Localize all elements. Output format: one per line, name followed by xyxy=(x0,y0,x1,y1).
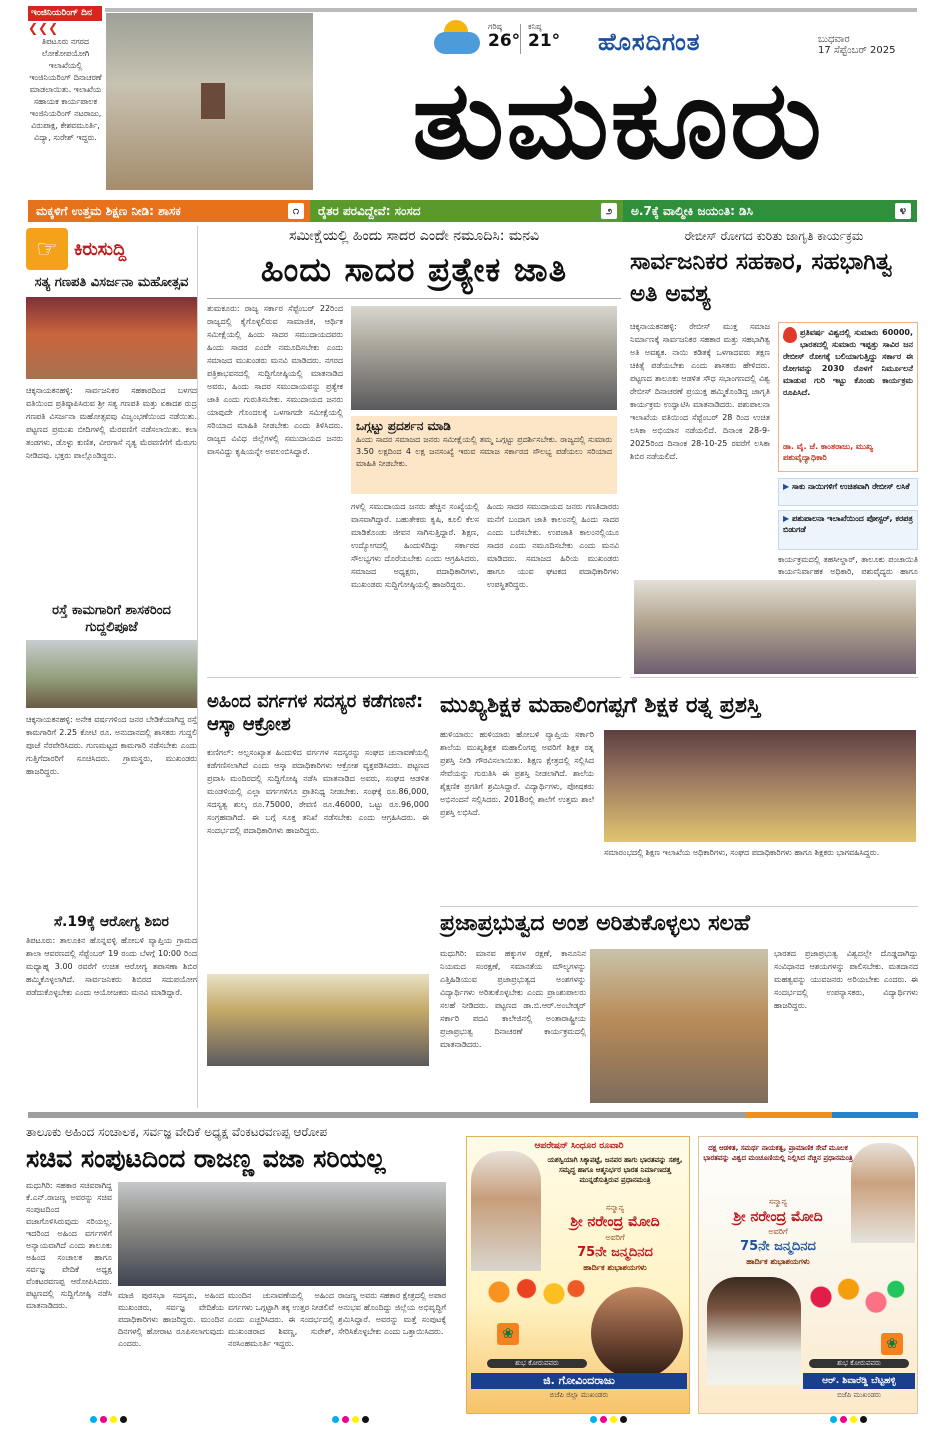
bottom-story xyxy=(26,1122,451,1412)
kirusuddi-header xyxy=(26,226,197,272)
rabies-body-2: ಕಾರ್ಯಕ್ರಮದಲ್ಲಿ ತಹಸೀಲ್ದಾರ್, ತಾಲೂಕು ಪಂಚಾಯಿತಿ ಕಾರ್ಯನಿರ್ವಾಹಕ ಅಧಿಕಾರಿ, ಪಶುವೈದ್ಯರು ಹಾಗೂ xyxy=(778,555,918,576)
rabies-note-1 xyxy=(778,478,918,506)
road-work-photo xyxy=(26,640,197,708)
main-story xyxy=(207,226,621,678)
unity-box xyxy=(351,416,617,494)
note-bullet-icon: ▶ xyxy=(783,482,792,491)
kirusuddi-body-2: ಚಿಕ್ಕನಾಯಕನಹಳ್ಳಿ: ಅನೇಕ ವರ್ಷಗಳಿಂದ ಜನರ ಬೇಡಿಕೆಯಾಗಿದ್ದ ರಸ್ತೆ ಕಾಮಗಾರಿಗೆ 2.25 ಕೋಟಿ ರೂ. ಅನುದಾನದಲ್ಲಿ ಶಾಸಕರು ಗುದ್ದಲಿ ಪೂಜೆ ನೆರವೇರಿಸಿದರು. ಗುಣಮಟ್ಟದ ಕಾಮಗಾರಿ ನಡೆಸಬೇಕು ಎಂದು ಗುತ್ತಿಗೆದಾರರಿಗೆ ಸೂಚಿಸಿದರು. ಗ್ರಾಮಸ್ಥರು, ಮುಖಂಡರು ಹಾಜರಿದ್ದರು. xyxy=(26,715,197,776)
ad2-pre: ಸನ್ಮಾನ್ಯ xyxy=(768,1197,788,1206)
bottom-body: ಮಧುಗಿರಿ: ಸಹಕಾರ ಸಚಿವರಾಗಿದ್ದ ಕೆ.ಎನ್.ರಾಜಣ್ಣ ಅವರನ್ನು ಸಚಿವ ಸಂಪುಟದಿಂದ ವಜಾಗೊಳಿಸಿರುವುದು ಸರಿಯಲ್ಲ. ಇದರಿಂದ ಅಹಿಂದ ವರ್ಗಗಳಿಗೆ ಅನ್ಯಾಯವಾಗಿದೆ ಎಂದು ತಾಲೂಕು ಅಹಿಂದ ಸಂಚಾಲಕ ಹಾಗೂ ಸರ್ವಜ್ಞ ವೇದಿಕೆ ಅಧ್ಯಕ್ಷ ವೆಂಕಟರವಣಪ್ಪ ಆರೋಪಿಸಿದರು. ಪಟ್ಟಣದಲ್ಲಿ ಸುದ್ದಿಗೋಷ್ಠಿ ನಡೆಸಿ ಮಾತನಾಡಿದರು. xyxy=(26,1181,112,1310)
kirusuddi-headline-2: ರಸ್ತೆ ಕಾಮಗಾರಿಗೆ ಶಾಸಕರಿಂದ ಗುದ್ದಲಿಪೂಜೆ xyxy=(52,603,171,635)
bottom-body-3: ಮಾಜಿ ಪುರಸಭಾ ಸದಸ್ಯರು, ಅಹಿಂದ ಮುಖಂಡರು, ಸರ್ವಜ್ಞ ವೇದಿಕೆಯ ಪದಾಧಿಕಾರಿಗಳು ಹಾಜರಿದ್ದರು. ಮುಂದಿನ ದಿನಗಳಲ್ಲಿ ಹೋರಾಟ ರೂಪಿಸಲಾಗುವುದು ಎಂದರು. xyxy=(118,1291,224,1348)
bottom-kicker: ತಾಲೂಕು ಅಹಿಂದ ಸಂಚಾಲಕ, ಸರ್ವಜ್ಞ ವೇದಿಕೆ ಅಧ್ಯಕ್ಷ ವೆಂಕಟರವಣಪ್ಪ ಆರೋಪ xyxy=(26,1125,328,1139)
chevrons-icon: ❮❮❮ xyxy=(28,21,59,35)
bottom-body-4: ಮುಂದಿನ ಚುನಾವಣೆಯಲ್ಲಿ ಅಹಿಂದ ವರ್ಗಗಳು ಒಗ್ಗಟ್ಟಾಗಿ ತಕ್ಕ ಉತ್ತರ ನೀಡಲಿವೆ ಎಂದು ಎಚ್ಚರಿಸಿದರು. ಈ ಸಂದರ್ಭದಲ್ಲಿ ಮುಖಂಡರಾದ ಶಿವಣ್ಣ, ಸುರೇಶ್, ನರಸಿಂಹಮೂರ್ತಿ ಇದ್ದರು. xyxy=(228,1291,334,1348)
strip-item-1-label: ಮಕ್ಕಳಿಗೆ ಉತ್ತಮ ಶಿಕ್ಷಣ ನೀಡಿ: ಶಾಸಕ xyxy=(36,203,181,218)
kirusuddi-body-1: ಚಿಕ್ಕನಾಯಕನಹಳ್ಳಿ: ಸಾರ್ವಜನಿಕರ ಸಹಕಾರದಿಂದ ಬಳಗದ ವತಿಯಿಂದ ಪ್ರತಿಷ್ಠಾಪಿಸಿರುವ ಶ್ರೀ ಸತ್ಯ ಗಣಪತಿ ಮತ್ತು ಏಕಾದಶ ರುದ್ರ ಗಣಪತಿ ವಿಸರ್ಜನಾ ಮಹೋತ್ಸವವು ವಿಜೃಂಭಣೆಯಿಂದ ನಡೆಯಿತು. ಪಟ್ಟಣದ ಪ್ರಮುಖ ಬೀದಿಗಳಲ್ಲಿ ಮೆರವಣಿಗೆ ನಡೆಸಲಾಯಿತು. ಕಲಾ ತಂಡಗಳು, ಡೊಳ್ಳು ಕುಣಿತ, ವೀರಗಾಸೆ ನೃತ್ಯ ಮೆರವಣಿಗೆಗೆ ಮೆರುಗು ನೀಡಿದವು. ಭಕ್ತರು ಪಾಲ್ಗೊಂಡಿದ್ದರು. xyxy=(26,386,197,460)
ad2-bday: 75ನೇ ಜನ್ಮದಿನದ xyxy=(740,1239,816,1254)
strip-item-1-page: ೧ xyxy=(288,203,304,219)
engineering-day-caption: ತಿಪಟೂರು ನಗರದ ಲೋಕೋಪಯೋಗಿ ಇಲಾಖೆಯಲ್ಲಿ ಇಂಜಿನಿಯರಿಂಗ್ ದಿನಾಚರಣೆ ಮಾಡಲಾಯಿತು. ಇಲಾಖೆಯ ಸಹಾಯಕ ಕಾರ್ಯಪಾಲಕ ಇಂಜಿನಿಯರಿಂಗ್ ನಟರಾಜು, ವಿರುಪಾಕ್ಷ, ಕೇಶವಮೂರ್ತಿ, ವಿದ್ಯಾ, ಸುರೇಶ್ ಇದ್ದರು. xyxy=(29,37,102,142)
rabies-note-2 xyxy=(778,510,918,550)
temp-max: 26° xyxy=(488,31,521,51)
main-rule xyxy=(207,298,621,299)
unity-box-text: ಹಿಂದು ಸಾದರ ಸಮಾಜದ ಜನರು ಸಮೀಕ್ಷೆಯಲ್ಲಿ ತಮ್ಮ ಒಗ್ಗಟ್ಟು ಪ್ರದರ್ಶಿಸಬೇಕು. ರಾಜ್ಯದಲ್ಲಿ ಸುಮಾರು 3.50 ಲಕ್ಷದಿಂದ 4 ಲಕ್ಷ ಜನಸಂಖ್ಯೆ ಇರುವ ಸಮಾಜ ಸರ್ಕಾರದ ಸೌಲಭ್ಯ ಪಡೆಯಲು ಸರಿಯಾದ ಮಾಹಿತಿ ನೀಡಬೇಕು. xyxy=(356,435,612,468)
teacher-body-2: ಸಮಾರಂಭದಲ್ಲಿ ಶಿಕ್ಷಣ ಇಲಾಖೆಯ ಅಧಿಕಾರಿಗಳು, ಸಂಘದ ಪದಾಧಿಕಾರಿಗಳು ಹಾಗೂ ಶಿಕ್ಷಕರು ಭಾಗವಹಿಸಿದ್ದರು. xyxy=(604,848,880,857)
bjp-lotus-icon: ❀ xyxy=(497,1323,519,1345)
brand-name: ಹೊಸದಿಗಂತ xyxy=(598,28,701,56)
issue-date xyxy=(818,34,928,56)
bottom-headline: ಸಚಿವ ಸಂಪುಟದಿಂದ ರಾಜಣ್ಣ ವಜಾ ಸರಿಯಲ್ಲ xyxy=(26,1144,386,1173)
ad1-pre: ಸನ್ಮಾನ್ಯ xyxy=(605,1203,625,1212)
ad1-bday: 75ನೇ ಜನ್ಮದಿನದ xyxy=(577,1245,653,1260)
main-col-2: ಗಳಲ್ಲಿ ಸಮುದಾಯದ ಜನರು ಹೆಚ್ಚಿನ ಸಂಖ್ಯೆಯಲ್ಲಿ ವಾಸವಾಗಿದ್ದಾರೆ. ಬಹುತೇಕರು ಕೃಷಿ, ಕೂಲಿ ಕೆಲಸ ಮಾಡಿಕೊಂಡು ಜೀವನ ಸಾಗಿಸುತ್ತಿದ್ದಾರೆ. ಶಿಕ್ಷಣ, ಉದ್ಯೋಗದಲ್ಲಿ ಹಿಂದುಳಿದಿದ್ದು ಸರ್ಕಾರದ ಸೌಲಭ್ಯಗಳು ದೊರೆಯಬೇಕು ಎಂದು ಆಗ್ರಹಿಸಿದರು. ಸಮಾಜದ ಅಧ್ಯಕ್ಷರು, ಪದಾಧಿಕಾರಿಗಳು, ಮುಖಂಡರು ಸುದ್ದಿಗೋಷ್ಠಿಯಲ್ಲಿ ಹಾಜರಿದ್ದರು. xyxy=(351,502,479,589)
registration-dots-4 xyxy=(830,1416,867,1423)
ad1-by: ಜಿ. ಗೋವಿಂದರಾಜು xyxy=(471,1373,687,1389)
masthead-title: ತುಮಕೂರು xyxy=(412,58,824,183)
registration-dots-2 xyxy=(332,1416,369,1423)
ad2-modi-portrait xyxy=(851,1143,915,1243)
ad2-by-label: ಶುಭ ಕೋರುವವರು xyxy=(809,1359,909,1368)
main-col-3: ಹಿಂದು ಸಾದರ ಸಮುದಾಯದ ಜನರು ಗಣತಿದಾರರು ಮನೆಗೆ ಬಂದಾಗ ಜಾತಿ ಕಾಲಂನಲ್ಲಿ ಹಿಂದು ಸಾದರ ಎಂದು ಬರೆಸಬೇಕು. ಉಪಜಾತಿ ಕಾಲಂನಲ್ಲಿಯೂ ಸಾದರ ಎಂದು ನಮೂದಿಸಬೇಕು ಎಂದು ಮನವಿ ಮಾಡಿದರು. ಸಮಾಜದ ಹಿರಿಯ ಮುಖಂಡರು ಹಾಗೂ ಯುವ ಘಟಕದ ಪದಾಧಿಕಾರಿಗಳು ಉಪಸ್ಥಿತರಿದ್ದರು. xyxy=(487,502,619,589)
ad2-by-sub: ಬಿಜೆಪಿ ಮುಖಂಡರು xyxy=(837,1391,881,1399)
ahinda-body: ಕುಣಿಗಲ್: ಅಲ್ಪಸಂಖ್ಯಾತ ಹಿಂದುಳಿದ ವರ್ಗಗಳ ಸದಸ್ಯರನ್ನು ಸಂಘದ ಚುನಾವಣೆಯಲ್ಲಿ ಕಡೆಗಣಿಸಲಾಗಿದೆ ಎಂದು ಆಸ್ಕಾ ಪದಾಧಿಕಾರಿಗಳು ಆಕ್ರೋಶ ವ್ಯಕ್ತಪಡಿಸಿದರು. ಪಟ್ಟಣದ ಪ್ರವಾಸಿ ಮಂದಿರದಲ್ಲಿ ಸುದ್ದಿಗೋಷ್ಠಿ ನಡೆಸಿ ಮಾತನಾಡಿದ ಅವರು, ಸಂಘದ ಆಡಳಿತ ಮಂಡಳಿಯಲ್ಲಿ ಎಲ್ಲಾ ವರ್ಗಗಳಿಗೂ ಪ್ರಾತಿನಿಧ್ಯ ನೀಡಬೇಕು. ಸಂಘಕ್ಕೆ ರೂ.86,000, ಸದಸ್ಯತ್ವ ಶುಲ್ಕ ರೂ.75000, ಠೇವಣಿ ರೂ.46000, ಒಟ್ಟು ರೂ.96,000 ಸಂಗ್ರಹವಾಗಿದೆ. ಈ ಬಗ್ಗೆ ಸೂಕ್ತ ತನಿಖೆ ನಡೆಸಬೇಕು ಎಂದು ಆಗ್ರಹಿಸಿದರು. ಈ ಸಂದರ್ಭದಲ್ಲಿ ಪದಾಧಿಕಾರಿಗಳು ಹಾಜರಿದ್ದರು. xyxy=(207,748,429,835)
kirusuddi-body-3: ತಿಪಟೂರು: ತಾಲೂಕಿನ ಹೊನ್ನವಳ್ಳಿ ಹೋಬಳಿ ವ್ಯಾಪ್ತಿಯ ಗ್ರಾಮದ ಶಾಲಾ ಆವರಣದಲ್ಲಿ ಸೆಪ್ಟೆಂಬರ್ 19 ರಂದು ಬೆಳಗ್ಗೆ 10:00 ರಿಂದ ಮಧ್ಯಾಹ್ನ 3.00 ರವರೆಗೆ ಉಚಿತ ಆರೋಗ್ಯ ತಪಾಸಣಾ ಶಿಬಿರ ಹಮ್ಮಿಕೊಳ್ಳಲಾಗಿದೆ. ಸಾರ್ವಜನಿಕರು ಶಿಬಿರದ ಸದುಪಯೋಗ ಪಡೆದುಕೊಳ್ಳಬೇಕು ಎಂದು ಆಯೋಜಕರು ಮನವಿ ಮಾಡಿದ್ದಾರೆ. xyxy=(26,936,197,997)
ad1-wish: ಹಾರ್ದಿಕ ಶುಭಾಶಯಗಳು xyxy=(583,1263,647,1272)
ad2-wish: ಹಾರ್ದಿಕ ಶುಭಾಶಯಗಳು xyxy=(746,1257,810,1266)
unity-box-title: ಒಗ್ಗಟ್ಟು ಪ್ರದರ್ಶನ ಮಾಡಿ xyxy=(356,419,451,433)
bjp-lotus-icon: ❀ xyxy=(881,1333,903,1355)
kirusuddi-label: ಕಿರುಸುದ್ದಿ xyxy=(74,238,127,260)
rabies-quote-box xyxy=(778,322,918,472)
strip-item-2[interactable] xyxy=(310,200,623,222)
issue-date-text: 17 ಸೆಪ್ಟೆಂಬರ್ 2025 xyxy=(818,45,896,56)
teacher-body: ಹುಳಿಯಾರು: ಹುಳಿಯಾರು ಹೋಬಳಿ ವ್ಯಾಪ್ತಿಯ ಸರ್ಕಾರಿ ಶಾಲೆಯ ಮುಖ್ಯಶಿಕ್ಷಕ ಮಹಾಲಿಂಗಪ್ಪ ಅವರಿಗೆ ಶಿಕ್ಷಕ ರತ್ನ ಪ್ರಶಸ್ತಿ ನೀಡಿ ಗೌರವಿಸಲಾಯಿತು. ಶಿಕ್ಷಣ ಕ್ಷೇತ್ರದಲ್ಲಿ ಸಲ್ಲಿಸಿದ ಸೇವೆಯನ್ನು ಗುರುತಿಸಿ ಈ ಪ್ರಶಸ್ತಿ ನೀಡಲಾಗಿದೆ. ಶಾಲೆಯ ಶೈಕ್ಷಣಿಕ ಪ್ರಗತಿಗೆ ಶ್ರಮಿಸಿದ್ದಾರೆ. ವಿದ್ಯಾರ್ಥಿಗಳು, ಪೋಷಕರು ಅಭಿನಂದನೆ ಸಲ್ಲಿಸಿದರು. 2018ರಲ್ಲಿ ಶಾಲೆಗೆ ಉತ್ತಮ ಶಾಲೆ ಪ್ರಶಸ್ತಿ ಲಭಿಸಿದೆ. xyxy=(440,730,594,817)
main-headline: ಹಿಂದು ಸಾದರ ಪ್ರತ್ಯೇಕ ಜಾತಿ xyxy=(260,250,568,289)
hand-icon: ☞ xyxy=(26,228,68,270)
ad1-avarige: ಅವರಿಗೆ xyxy=(605,1233,625,1242)
brand-logo xyxy=(598,28,798,56)
teacher-story xyxy=(440,690,918,900)
democracy-headline: ಪ್ರಜಾಪ್ರಭುತ್ವದ ಅಂಶ ಅರಿತುಕೊಳ್ಳಲು ಸಲಹೆ xyxy=(440,911,751,936)
rabies-quote-by: ಡಾ. ವೈ. ಜೆ. ಕಾಂತರಾಜು, ಮುಖ್ಯ ಪಶುವೈದ್ಯಾಧಿಕಾರಿ xyxy=(783,442,873,462)
strip-item-3[interactable] xyxy=(623,200,917,222)
framed-portrait xyxy=(201,83,225,119)
bottom-section-rule xyxy=(28,1112,918,1118)
strip-item-3-page: ೪ xyxy=(895,203,911,219)
top-rule xyxy=(105,8,917,12)
rabies-body: ಚಿಕ್ಕನಾಯಕನಹಳ್ಳಿ: ರೇಬೀಸ್ ಮುಕ್ತ ಸಮಾಜ ನಿರ್ಮಾಣಕ್ಕೆ ಸಾರ್ವಜನಿಕರ ಸಹಕಾರ ಮತ್ತು ಸಹಭಾಗಿತ್ವ ಅತಿ ಅವಶ್ಯಕ. ನಾಯಿ ಕಡಿತಕ್ಕೆ ಒಳಗಾದವರು ತಕ್ಷಣ ಚಿಕಿತ್ಸೆ ಪಡೆಯಬೇಕು ಎಂದು ಶಾಸಕರು ಹೇಳಿದರು. ಪಟ್ಟಣದ ತಾಲೂಕು ಆಡಳಿತ ಸೌಧ ಸಭಾಂಗಣದಲ್ಲಿ ವಿಶ್ವ ರೇಬೀಸ್ ದಿನಾಚರಣೆ ಪ್ರಯುಕ್ತ ಹಮ್ಮಿಕೊಂಡಿದ್ದ ಜಾಗೃತಿ ಕಾರ್ಯಕ್ರಮ ಉದ್ಘಾಟಿಸಿ ಮಾತನಾಡಿದರು. ಪಶುಪಾಲನಾ ಇಲಾಖೆಯ ವತಿಯಿಂದ ಸೆಪ್ಟೆಂಬರ್ 28 ರಿಂದ ಉಚಿತ ಲಸಿಕಾ ಅಭಿಯಾನ ನಡೆಯಲಿದೆ. ದಿನಾಂಕ 28-9-2025ರಿಂದ ದಿನಾಂಕ 28-10-25 ರವರೆಗೆ ಲಸಿಕಾ ಶಿಬಿರ ನಡೆಯಲಿದೆ. xyxy=(630,322,770,461)
ad2-avarige: ಅವರಿಗೆ xyxy=(768,1227,788,1236)
students-photo xyxy=(590,949,768,1103)
kirusuddi-headline-1: ಸತ್ಯ ಗಣಪತಿ ವಿಸರ್ಜನಾ ಮಹೋತ್ಸವ xyxy=(34,275,189,290)
press-meet-photo xyxy=(351,306,617,410)
kirusuddi-column xyxy=(26,226,198,1108)
ad1-name: ಶ್ರೀ ನರೇಂದ್ರ ಮೋದಿ xyxy=(570,1214,660,1230)
rabies-story xyxy=(630,226,918,678)
rabies-kicker: ರೇಬೀಸ್ ರೋಗದ ಕುರಿತು ಜಾಗೃತಿ ಕಾರ್ಯಕ್ರಮ xyxy=(684,229,864,243)
issue-day: ಬುಧವಾರ xyxy=(818,34,850,45)
weather-divider xyxy=(520,24,521,54)
registration-dots-3 xyxy=(590,1416,627,1423)
ad2-name: ಶ್ರೀ ನರೇಂದ್ರ ಮೋದಿ xyxy=(733,1209,823,1225)
birthday-ad-1 xyxy=(466,1136,690,1414)
teacher-headline: ಮುಖ್ಯಶಿಕ್ಷಕ ಮಹಾಲಿಂಗಪ್ಪಗೆ ಶಿಕ್ಷಕ ರತ್ನ ಪ್ರಶಸ್ತಿ xyxy=(440,693,761,718)
ad1-modi-portrait xyxy=(471,1151,541,1271)
cloud-shape xyxy=(434,32,480,54)
ad1-by-sub: ಬಿಜೆಪಿ ಜಿಲ್ಲಾ ಮುಖಂಡರು xyxy=(549,1391,609,1399)
temp-min: 21° xyxy=(528,31,561,51)
engineering-day-block xyxy=(28,6,103,191)
democracy-body-2: ಭಾರತದ ಪ್ರಜಾಪ್ರಭುತ್ವ ವಿಶ್ವದಲ್ಲೇ ದೊಡ್ಡದಾಗಿದ್ದು ಸಂವಿಧಾನದ ಆಶಯಗಳನ್ನು ಪಾಲಿಸಬೇಕು. ಮತದಾನದ ಮಹತ್ವವನ್ನು ಯುವಜನರು ಅರಿಯಬೇಕು ಎಂದರು. ಈ ಸಂದರ್ಭದಲ್ಲಿ ಉಪನ್ಯಾಸಕರು, ವಿದ್ಯಾರ್ಥಿಗಳು ಹಾಜರಿದ್ದರು. xyxy=(774,949,918,1010)
ad1-person-portrait xyxy=(591,1287,683,1379)
ganapati-photo xyxy=(26,297,197,379)
ad1-top-line: ಆಪರೇಷನ್ ಸಿಂಧೂರ ರೂವಾರಿ xyxy=(534,1141,624,1151)
ad2-lines: ದಕ್ಷ ಆಡಳಿತ, ಸಮರ್ಥ ನಾಯಕತ್ವ, ಪ್ರಾಮಾಣಿಕ ಸೇವೆ ಮೂಲಕ ಭಾರತವನ್ನು ವಿಶ್ವದ ಮಂಚೂಣಿಯಲ್ಲಿ ನಿಲ್ಲಿಸಿದ ನೆಚ್ಚಿನ ಪ್ರಧಾನಮಂತ್ರಿ xyxy=(703,1144,853,1162)
democracy-story xyxy=(440,906,918,1110)
award-photo xyxy=(604,730,916,842)
main-kicker: ಸಮೀಕ್ಷೆಯಲ್ಲಿ ಹಿಂದು ಸಾದರ ಎಂದೇ ನಮೂದಿಸಿ: ಮನವಿ xyxy=(288,228,540,244)
strip-item-1[interactable] xyxy=(28,200,310,222)
strip-item-2-page: ೨ xyxy=(601,203,617,219)
ahinda-meeting-photo xyxy=(207,974,429,1066)
rabies-note-2-text: ಪಶುಪಾಲನಾ ಇಲಾಖೆಯಿಂದ ಪೋಸ್ಟರ್, ಕರಪತ್ರ ಬಿಡುಗಡೆ xyxy=(783,514,913,534)
bottom-meeting-photo xyxy=(118,1182,446,1286)
bottom-body-2-col: ರಾಜಣ್ಣ ಅವರು ಸಹಕಾರ ಕ್ಷೇತ್ರದಲ್ಲಿ ಅಪಾರ ಅನುಭವ ಹೊಂದಿದ್ದು ಜಿಲ್ಲೆಯ ಅಭಿವೃದ್ಧಿಗೆ ಶ್ರಮಿಸಿದ್ದಾರೆ. ಅವರನ್ನು ಮತ್ತೆ ಸಂಪುಟಕ್ಕೆ ಸೇರಿಸಿಕೊಳ್ಳಬೇಕು ಎಂದು ಒತ್ತಾಯಿಸಿದರು. xyxy=(338,1291,446,1336)
strip-item-3-label: ಅ.7ಕ್ಕೆ ವಾಲ್ಮೀಕಿ ಜಯಂತಿ: ಡಿಸಿ xyxy=(631,203,753,218)
temp-max-label: ಗರಿಷ್ಠ xyxy=(488,22,502,31)
engineering-day-photo xyxy=(106,13,313,190)
ad2-by: ಆರ್. ಶಿವಾರೆಡ್ಡಿ ಬೆಟ್ಟಹಳ್ಳಿ xyxy=(803,1373,915,1389)
ahinda-story xyxy=(207,690,429,1110)
democracy-body: ಮಧುಗಿರಿ: ಮಾನವ ಹಕ್ಕುಗಳ ರಕ್ಷಣೆ, ಕಾನೂನಿನ ನಿಯಮದ ಸಂರಕ್ಷಣೆ, ಸಮಾನತೆಯ ಮೌಲ್ಯಗಳನ್ನು ಎತ್ತಿಹಿಡಿಯುವ ಪ್ರಜಾಪ್ರಭುತ್ವದ ಅಂಶಗಳನ್ನು ವಿದ್ಯಾರ್ಥಿಗಳು ಅರಿತುಕೊಳ್ಳಬೇಕು ಎಂದು ಪ್ರಾಂಶುಪಾಲರು ಸಲಹೆ ನೀಡಿದರು. ಪಟ್ಟಣದ ಡಾ.ಬಿ.ಆರ್.ಅಂಬೇಡ್ಕರ್ ಸರ್ಕಾರಿ ಪದವಿ ಕಾಲೇಜಿನಲ್ಲಿ ಅಂತಾರಾಷ್ಟ್ರೀಯ ಪ್ರಜಾಪ್ರಭುತ್ವ ದಿನಾಚರಣೆ ಕಾರ್ಯಕ್ರಮದಲ್ಲಿ ಮಾತನಾಡಿದರು. xyxy=(440,949,586,1049)
drop-icon xyxy=(783,327,797,343)
rabies-note-1-text: ಸಾಕು ನಾಯಿಗಳಿಗೆ ಉಚಿತವಾಗಿ ರೇಬೀಸ್ ಲಸಿಕೆ xyxy=(791,482,910,491)
engineering-day-badge: ಇಂಜಿನಿಯರಿಂಗ್ ದಿನ xyxy=(28,6,102,21)
temp-min-label: ಕನಿಷ್ಠ xyxy=(528,22,542,31)
rabies-headline: ಸಾರ್ವಜನಿಕರ ಸಹಕಾರ, ಸಹಭಾಗಿತ್ವ ಅತಿ ಅವಶ್ಯ xyxy=(630,249,893,307)
kirusuddi-headline-3: ಸೆ.19ಕ್ಕೆ ಆರೋಗ್ಯ ಶಿಬಿರ xyxy=(54,914,169,930)
main-col-1: ತುಮಕೂರು: ರಾಜ್ಯ ಸರ್ಕಾರ ಸೆಪ್ಟೆಂಬರ್ 22ರಿಂದ ರಾಜ್ಯದಲ್ಲಿ ಕೈಗೊಳ್ಳಲಿರುವ ಸಾಮಾಜಿಕ, ಆರ್ಥಿಕ ಸಮೀಕ್ಷೆಯಲ್ಲಿ ಹಿಂದು ಸಾದರ ಸಮುದಾಯದವರು ಹಿಂದು ಸಾದರ ಎಂದೇ ನಮೂದಿಸಬೇಕು ಎಂದು ಸಮಾಜದ ಮುಖಂಡರು ಮನವಿ ಮಾಡಿದರು. ನಗರದ ಪತ್ರಿಕಾಭವನದಲ್ಲಿ ಸುದ್ದಿಗೋಷ್ಠಿಯಲ್ಲಿ ಮಾತನಾಡಿದ ಅವರು, ಹಿಂದು ಸಾದರ ಸಮುದಾಯವನ್ನು ಪ್ರತ್ಯೇಕ ಜಾತಿ ಎಂದು ಗುರುತಿಸಬೇಕು. ಸಮುದಾಯದ ಜನರು ಯಾವುದೇ ಗೊಂದಲಕ್ಕೆ ಒಳಗಾಗದೇ ಸಮೀಕ್ಷೆಯಲ್ಲಿ ಸರಿಯಾದ ಮಾಹಿತಿ ನೀಡಬೇಕು ಎಂದು ತಿಳಿಸಿದರು. ರಾಜ್ಯದ ವಿವಿಧ ಜಿಲ್ಲೆಗಳಲ್ಲಿ ಸಮುದಾಯದ ಜನರು ವಾಸವಿದ್ದು ಕೃಷಿಯನ್ನೇ ಅವಲಂಬಿಸಿದ್ದಾರೆ. xyxy=(207,304,343,456)
rabies-quote: ಪ್ರತಿವರ್ಷ ವಿಶ್ವದಲ್ಲಿ ಸುಮಾರು 60000, ಭಾರತದಲ್ಲಿ ಸುಮಾರು ಇಪ್ಪತ್ತು ಸಾವಿರ ಜನ ರೇಬೀಸ್ ರೋಗಕ್ಕೆ ಬಲಿಯಾಗುತ್ತಿದ್ದು ಸರ್ಕಾರ ಈ ರೋಗವನ್ನು 2030 ರೊಳಗೆ ನಿರ್ಮೂಲನೆ ಮಾಡುವ ಗುರಿ ಇಟ್ಟು ಕೊಂಡು ಕಾರ್ಯಕ್ರಮ ರೂಪಿಸಿದೆ. xyxy=(783,328,913,397)
ad1-by-label: ಶುಭ ಕೋರುವವರು xyxy=(487,1359,587,1368)
ad2-flower-bouquet xyxy=(799,1271,909,1323)
ad2-person-portrait xyxy=(707,1277,801,1385)
birthday-ad-2 xyxy=(698,1136,918,1414)
ahinda-headline: ಅಹಿಂದ ವರ್ಗಗಳ ಸದಸ್ಯರ ಕಡೆಗಣನೆ: ಆಸ್ಕಾ ಆಕ್ರೋಶ xyxy=(207,691,424,735)
strip-item-2-label: ರೈತರ ಪರವಿದ್ದೇವೆ: ಸಂಸದ xyxy=(318,203,421,218)
note-bullet-icon: ▶ xyxy=(783,514,792,523)
registration-dots-1 xyxy=(90,1416,127,1423)
rabies-event-photo xyxy=(634,580,916,674)
ad1-lines: ಯಶಸ್ವಿಯಾಗಿ ಸಿಕ್ಕಾಪಟ್ಟೆ, ಜನಪರ ಹಾಗು ಭಾರತವನ್ನು ಸಶಕ್ತ, ಸಮೃದ್ಧ ಹಾಗೂ ಆತ್ಮನಿರ್ಭರ ಭಾರತ ನಿರ್ಮಾಣದತ್ತ ಮುನ್ನಡೆಸುತ್ತಿರುವ ಪ್ರಧಾನಮಂತ್ರಿ xyxy=(547,1156,683,1184)
ad1-flower-garland xyxy=(477,1275,587,1309)
